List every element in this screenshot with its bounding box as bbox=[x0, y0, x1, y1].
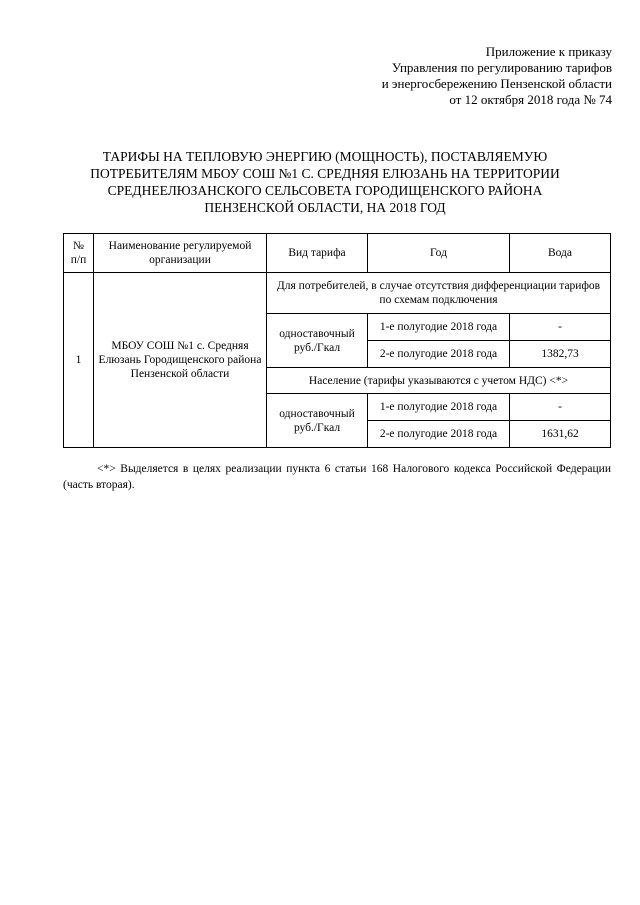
period-cell: 2-е полугодие 2018 года bbox=[368, 341, 510, 368]
period-cell: 1-е полугодие 2018 года bbox=[368, 314, 510, 341]
period-cell: 1-е полугодие 2018 года bbox=[368, 394, 510, 421]
document-title bbox=[40, 148, 610, 216]
section-label-cell: Для потребителей, в случае отсутствия дифференциации тарифов по схемам подключения bbox=[267, 273, 611, 314]
row-number-cell: 1 bbox=[64, 273, 94, 448]
footnote-text: <*> Выделяется в целях реализации пункта 6 статьи 168 Налогового кодекса Российской Федерации (часть вторая). bbox=[63, 463, 611, 491]
document-header bbox=[382, 44, 612, 108]
title-line: ТАРИФЫ НА ТЕПЛОВУЮ ЭНЕРГИЮ (МОЩНОСТЬ), ПОСТАВЛЯЕМУЮ bbox=[102, 149, 548, 164]
title-line: СРЕДНЕЕЛЮЗАНСКОГО СЕЛЬСОВЕТА ГОРОДИЩЕНСКОГО РАЙОНА bbox=[107, 183, 543, 198]
tariff-type-cell: одноставочный руб./Гкал bbox=[267, 314, 368, 368]
header-line: от 12 октября 2018 года № 74 bbox=[449, 92, 612, 107]
header-line: Управления по регулированию тарифов bbox=[391, 60, 612, 75]
title-line: ПОТРЕБИТЕЛЯМ МБОУ СОШ №1 С. СРЕДНЯЯ ЕЛЮЗАНЬ НА ТЕРРИТОРИИ bbox=[90, 166, 560, 181]
organization-cell: МБОУ СОШ №1 с. Средняя Елюзань Городищенского района Пензенской области bbox=[94, 273, 267, 448]
header-cell-organization: Наименование регулируемой организации bbox=[94, 234, 267, 273]
title-line: ПЕНЗЕНСКОЙ ОБЛАСТИ, НА 2018 ГОД bbox=[204, 200, 446, 215]
section-label-cell: Население (тарифы указываются с учетом НДС) <*> bbox=[267, 368, 611, 394]
value-cell: - bbox=[510, 314, 611, 341]
value-cell: 1631,62 bbox=[510, 421, 611, 448]
tariff-type-cell: одноставочный руб./Гкал bbox=[267, 394, 368, 448]
header-cell-tariff-type: Вид тарифа bbox=[267, 234, 368, 273]
header-line: и энергосбережению Пензенской области bbox=[381, 76, 612, 91]
value-cell: 1382,73 bbox=[510, 341, 611, 368]
value-cell: - bbox=[510, 394, 611, 421]
header-line: Приложение к приказу bbox=[485, 44, 612, 59]
tariffs-table bbox=[63, 233, 611, 448]
period-cell: 2-е полугодие 2018 года bbox=[368, 421, 510, 448]
table-header-row bbox=[64, 234, 611, 273]
header-cell-number: № п/п bbox=[64, 234, 94, 273]
header-cell-water: Вода bbox=[510, 234, 611, 273]
table-row bbox=[64, 273, 611, 314]
header-cell-year: Год bbox=[368, 234, 510, 273]
footnote bbox=[63, 461, 611, 493]
